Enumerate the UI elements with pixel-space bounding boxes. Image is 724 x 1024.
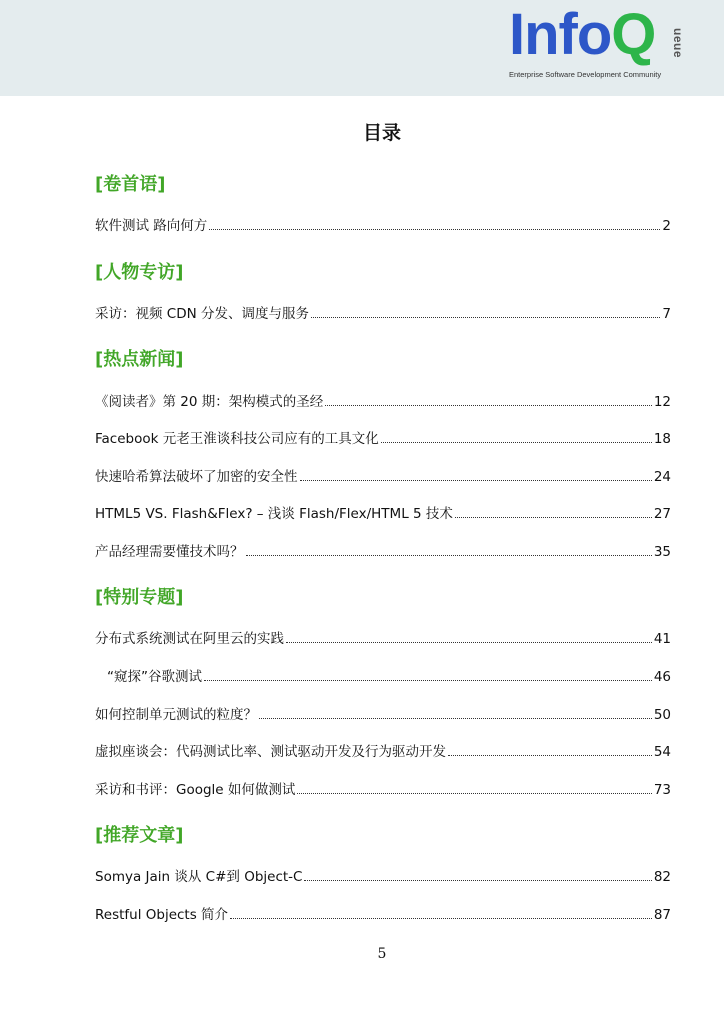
section-heading: [人物专访] <box>95 262 184 283</box>
infoq-logo[interactable] <box>505 2 701 84</box>
toc-leader <box>209 228 660 230</box>
section-heading: [卷首语] <box>95 174 166 195</box>
toc-entry[interactable] <box>95 865 671 885</box>
toc-entry-page: 2 <box>662 218 671 234</box>
toc-entry[interactable] <box>95 778 671 798</box>
toc-leader <box>325 404 652 406</box>
toc-entry[interactable] <box>95 540 671 560</box>
section-heading: [推荐文章] <box>95 825 184 846</box>
toc-title: 目录 <box>362 122 401 144</box>
toc-entry[interactable] <box>95 740 671 760</box>
logo-wordmark <box>509 2 656 67</box>
toc-entry-page: 50 <box>653 707 671 723</box>
toc-entry[interactable] <box>95 627 671 647</box>
toc-entry-page: 27 <box>653 506 671 522</box>
toc-leader <box>230 917 652 919</box>
toc-entry-page: 54 <box>653 744 671 760</box>
section-heading: [热点新闻] <box>95 349 184 370</box>
toc-entry-page: 73 <box>653 782 671 798</box>
toc-entry-title: Facebook 元老王淮谈科技公司应有的工具文化 <box>95 431 379 447</box>
toc-entry-title: 软件测试 路向何方 <box>95 218 208 234</box>
toc-leader <box>259 717 652 719</box>
toc-entry-page: 18 <box>653 431 671 447</box>
toc-entry[interactable] <box>95 903 671 923</box>
toc-leader <box>381 441 652 443</box>
toc-entry[interactable] <box>95 302 671 322</box>
toc-entry[interactable] <box>95 465 671 485</box>
toc-entry-title: HTML5 VS. Flash&Flex? – 浅谈 Flash/Flex/HTML 5 技术 <box>95 506 453 522</box>
toc-entry-title: 如何控制单元测试的粒度？ <box>95 707 257 723</box>
toc-leader <box>311 316 660 318</box>
toc-entry[interactable] <box>95 502 671 522</box>
toc-entry-page: 41 <box>653 631 671 647</box>
toc-entry[interactable] <box>95 665 671 685</box>
toc-entry-page: 7 <box>662 306 671 322</box>
toc-entry[interactable] <box>95 390 671 410</box>
toc-entry-title: 采访：视频 CDN 分发、调度与服务 <box>95 306 310 322</box>
toc-leader <box>448 754 652 756</box>
toc-entry-page: 46 <box>653 669 671 685</box>
toc-entry-title: 采访和书评：Google 如何做测试 <box>95 782 296 798</box>
toc-leader <box>300 479 652 481</box>
toc-entry[interactable] <box>95 427 671 447</box>
toc-leader <box>204 679 652 681</box>
toc-leader <box>304 879 651 881</box>
logo-word-info: Info <box>509 2 612 67</box>
logo-word-q: Q <box>611 2 656 67</box>
logo-queue-text: ueue <box>671 28 685 59</box>
toc-entry-page: 12 <box>653 394 671 410</box>
toc-leader <box>286 641 652 643</box>
toc-entry-page: 24 <box>653 469 671 485</box>
toc-leader <box>455 516 652 518</box>
toc-entry-page: 82 <box>653 869 671 885</box>
toc-entry-page: 35 <box>653 544 671 560</box>
toc-entry-title: Somya Jain 谈从 C#到 Object-C <box>95 869 303 885</box>
section-heading: [特别专题] <box>95 587 184 608</box>
toc-leader <box>246 554 652 556</box>
toc-entry-title: Restful Objects 简介 <box>95 907 229 923</box>
logo-tagline: Enterprise Software Development Community <box>509 70 662 79</box>
page-number: 5 <box>377 946 387 962</box>
toc-leader <box>297 792 651 794</box>
toc-entry-title: 快速哈希算法破坏了加密的安全性 <box>95 469 298 485</box>
toc-entry[interactable] <box>95 214 671 234</box>
toc-entry[interactable] <box>95 703 671 723</box>
toc-entry-title: 分布式系统测试在阿里云的实践 <box>95 631 284 647</box>
toc-entry-title: 产品经理需要懂技术吗？ <box>95 544 244 560</box>
toc-entry-page: 87 <box>653 907 671 923</box>
toc-entry-title: “窥探”谷歌测试 <box>107 669 202 685</box>
toc-entry-title: 《阅读者》第 20 期：架构模式的圣经 <box>95 394 324 410</box>
toc-entry-title: 虚拟座谈会：代码测试比率、测试驱动开发及行为驱动开发 <box>95 744 446 760</box>
